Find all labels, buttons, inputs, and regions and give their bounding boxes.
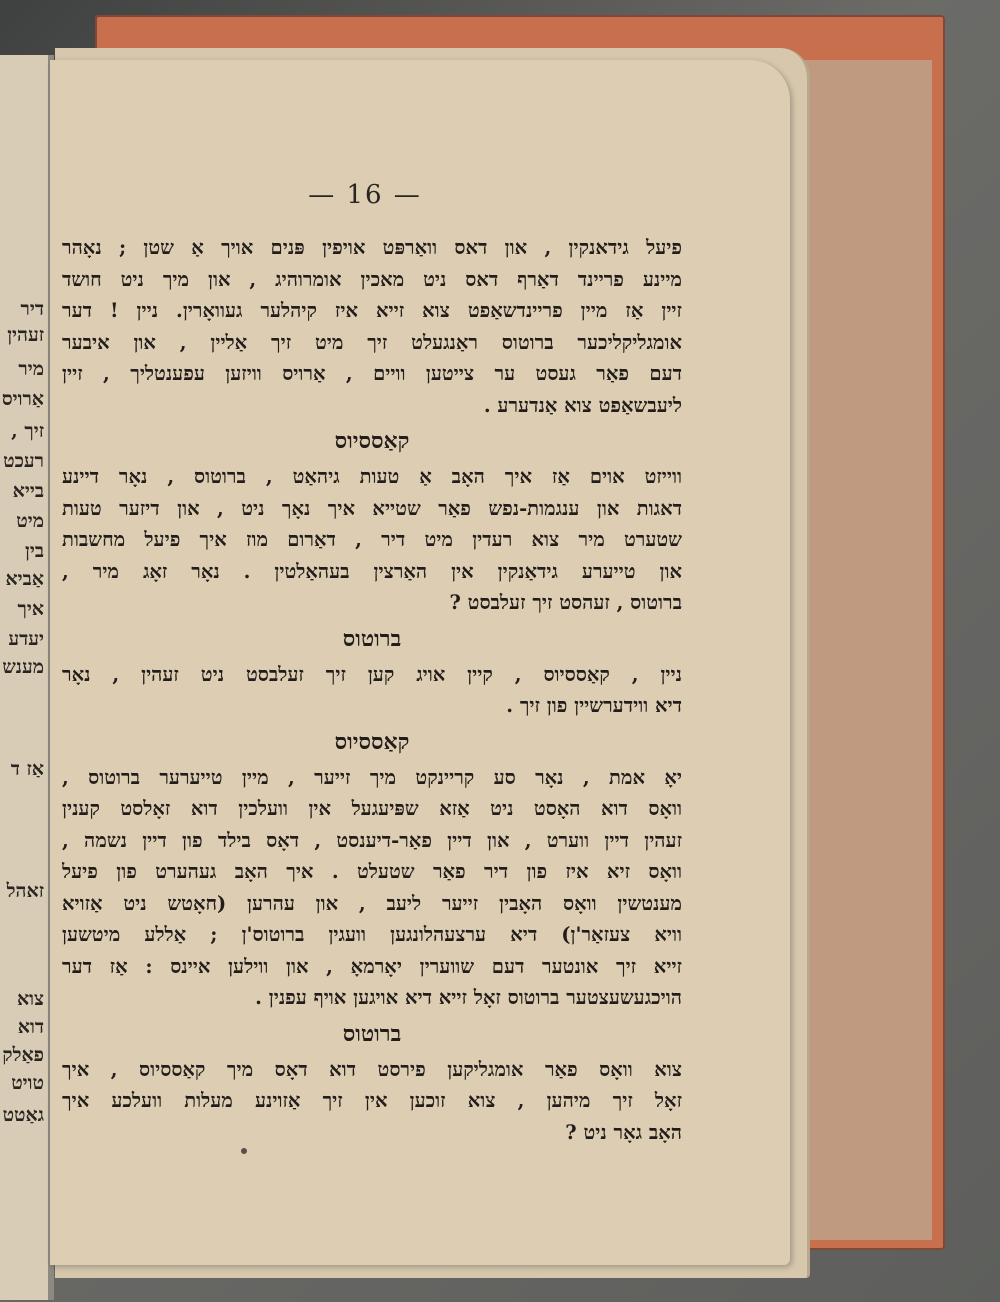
- speaker-name: קאַססיוס: [334, 728, 410, 755]
- speaker-name: ברוטוס: [342, 1020, 402, 1047]
- text-line: האָב גאָר ניט ?: [565, 1120, 682, 1144]
- left-page-fragment: טויט: [11, 1072, 44, 1094]
- text-line: מיינע פריינד דאַרף דאס ניט מאכין אומרוהיג , און מיך ניט חושד: [62, 267, 682, 291]
- text-line: ברוטוס , זעהסט זיך זעלבסט ?: [449, 591, 682, 614]
- text-line: אומגליקליכער ברוטוס ראַנגעלט זיך מיט זיך אַליין , און איבער: [62, 330, 682, 354]
- left-page-fragment: יעדע: [8, 628, 44, 650]
- left-page-fragment: בין: [25, 540, 44, 562]
- text-line: דאגות און ענגמות-נפש פאַר שטייא איך נאָך ניט , און דיזער טעות: [62, 496, 682, 520]
- left-page: [0, 55, 54, 1300]
- text-line: שטערט מיר צוא רעדין מיט דיר , דאַרום מוז איך פיעל מחשבות: [62, 528, 682, 551]
- left-page-fragment: זאהל: [6, 880, 44, 902]
- paragraph: [62, 762, 682, 1014]
- paragraph: [62, 232, 682, 421]
- left-page-fragment: דוא: [17, 1016, 44, 1038]
- left-page-fragment: פאַלק: [2, 1044, 44, 1066]
- left-page-fragment: צוא: [16, 988, 44, 1010]
- left-page-fragment: מענש: [2, 656, 44, 678]
- page-number: — 16 —: [308, 180, 422, 210]
- text-line: הויכגעשעצטער ברוטוס זאָל זייא דיא אויגען אויף עפנין .: [255, 986, 682, 1009]
- paragraph: [62, 461, 682, 619]
- left-page-fragment: גאַטט: [2, 1104, 44, 1126]
- text-line: וויא צעזאַר'ן) דיא ערצעהלונגען וועגין ברוטוס'ן ; אַללע מיטשען: [62, 923, 682, 946]
- text-line: ליעבשאַפט צוא אַנדערע .: [483, 393, 682, 417]
- ink-spot: [241, 1148, 247, 1154]
- text-line: זאָל זיך מיהען , צוא זוכען אין זיך אַזוינע מעלות וועלכע איך: [62, 1089, 682, 1112]
- text-line: מענטשין וואָס האָבין זייער ליעב , און עהרען (חאָטש ניט אַזויא: [62, 891, 682, 915]
- text-line: וואָס דוא האָסט ניט אַזא שפּיעגעל אין וועלכין דוא זאָלסט קענין: [62, 797, 682, 820]
- left-page-fragment: זיך ,: [11, 420, 44, 442]
- paragraph: [62, 659, 682, 722]
- text-line: צוא וואָס פאַר אומגליקען פירסט דוא דאָס מיך קאַססיוס , איך: [62, 1057, 682, 1081]
- speaker-name: ברוטוס: [342, 625, 402, 652]
- speaker-name: קאַססיוס: [334, 428, 410, 454]
- left-page-fragment: אַרויס: [1, 388, 44, 410]
- left-page-fragment: זעהין: [7, 324, 44, 346]
- left-page-fragment: דיר: [20, 298, 44, 320]
- text-line: זיין אַז מיין פריינדשאַפט צוא זייא איז קיהלער געוואָרין. ניין ! דער: [62, 299, 682, 322]
- left-page-fragment: מיר: [18, 358, 44, 380]
- page-text: [62, 232, 682, 1148]
- text-line: יאָ אמת , נאָר סע קריינקט מיך זייער , מיין טייערער ברוטוס ,: [62, 765, 682, 789]
- text-line: ווייזט אוים אַז איך האָב אַ טעות גיהאַט , ברוטוס , נאָר דיינע: [62, 465, 682, 488]
- text-line: און טייערע גידאַנקין אין האַרצין בעהאַלטין . נאָר זאָג מיר ,: [62, 559, 682, 583]
- text-line: דעם פאַר געסט ער צייטען וויים , אַרויס וויזען עפענטליך , זיין: [62, 362, 682, 385]
- left-page-fragment: רעכט: [3, 450, 44, 472]
- paragraph: [62, 1054, 682, 1149]
- text-line: דיא ווידערשיין פון זיך .: [506, 694, 682, 717]
- left-page-fragment: בייא: [12, 480, 44, 502]
- left-page-fragment: אַז ד: [10, 758, 44, 780]
- left-page-fragment: אַביא: [5, 568, 44, 590]
- text-line: ניין , קאַססיוס , קיין אויג קען זיך זעלבסט ניט זעהין , נאָר: [62, 662, 682, 686]
- text-line: זעהין דיין ווערט , און דיין פאַר-דיענסט , דאָס בילד פון דיין נשמה ,: [62, 828, 682, 852]
- text-line: פיעל גידאנקין , און דאס וואַרפּט אויפין פּנים אויך אַ שטן ; נאָהר: [62, 236, 682, 259]
- text-line: וואָס זיא איז פון דיר פאַר שטעלט . איך האָב געהערט פון פיעל: [62, 860, 682, 883]
- left-page-fragment: מיט: [16, 510, 44, 532]
- text-line: זייא זיך אונטער דעם שווערין יאָרמאָ , און ווילען איינס : אַז דער: [62, 954, 682, 978]
- left-page-fragment: איך: [17, 598, 44, 620]
